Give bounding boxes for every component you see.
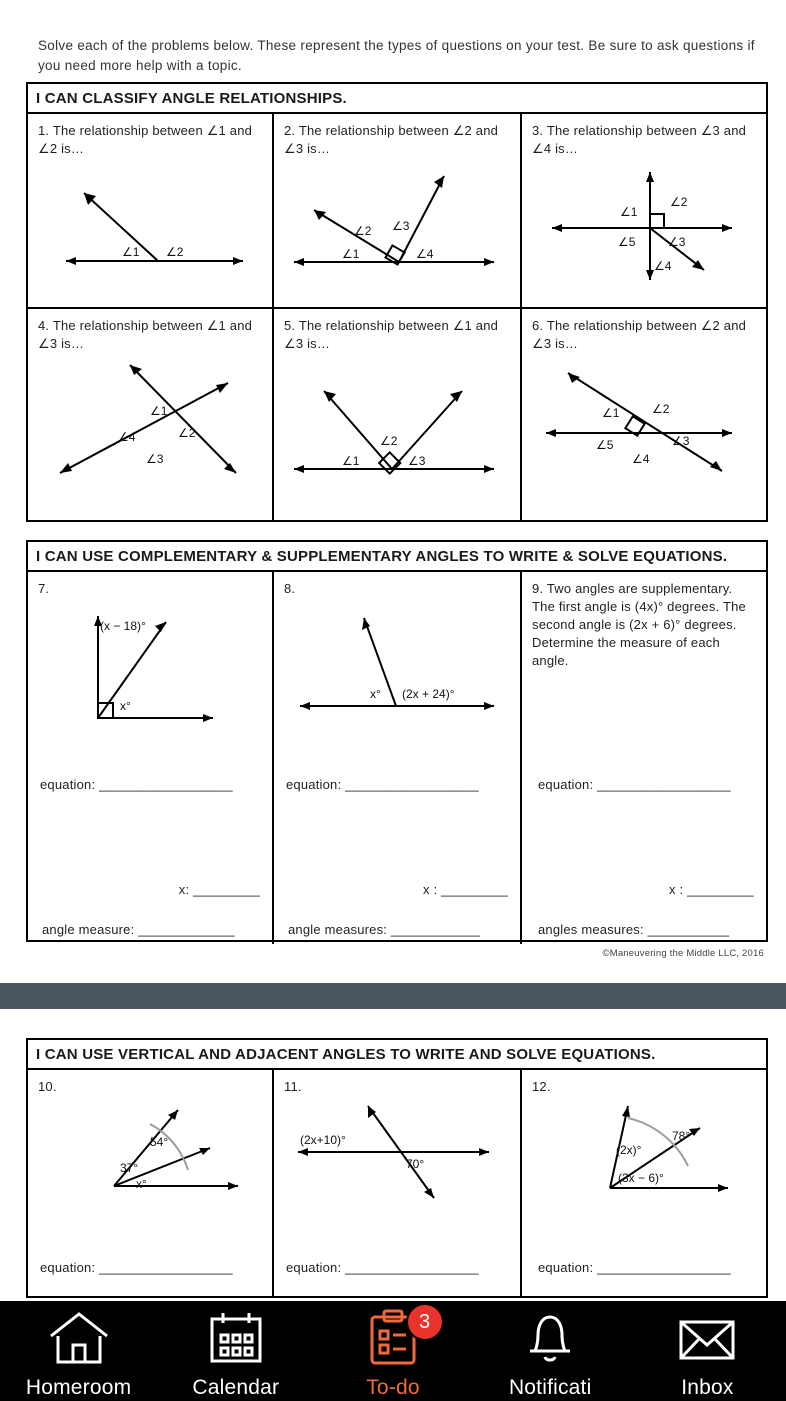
problem-10-figure	[38, 1096, 262, 1206]
problem-5-label-1: ∠2	[380, 434, 398, 448]
problem-11-label-0: (2x+10)°	[300, 1133, 346, 1147]
page-divider	[0, 983, 786, 1009]
problem-1-label-0: ∠1	[122, 245, 140, 259]
problem-5-label-2: ∠3	[408, 454, 426, 468]
section-1-row-2	[28, 309, 766, 522]
problem-3-label-1: ∠2	[670, 195, 688, 209]
problem-7-prompt-equation: equation: __________________	[40, 777, 233, 792]
nav-label-calendar: Calendar	[192, 1376, 280, 1399]
copyright-notice: ©Maneuvering the Middle LLC, 2016	[602, 948, 764, 959]
problem-5-text: 5. The relationship between ∠1 and ∠3 is…	[284, 318, 499, 351]
problem-10	[28, 1070, 274, 1298]
problem-1-label-1: ∠2	[166, 245, 184, 259]
problem-3-label-0: ∠1	[620, 205, 638, 219]
nav-item-notifications[interactable]	[472, 1309, 629, 1400]
problem-9-prompt-measures: angles measures: ___________	[538, 922, 730, 937]
problem-8-prompt-x: x : _________	[422, 882, 508, 897]
nav-label-inbox: Inbox	[681, 1376, 734, 1399]
problem-3	[522, 114, 766, 307]
problem-11-text: 11.	[284, 1079, 302, 1094]
problem-6-label-3: ∠4	[632, 452, 650, 466]
problem-12-text: 12.	[532, 1079, 551, 1094]
problem-8-prompt-measures: angle measures: ____________	[288, 922, 481, 937]
problem-12-label-1: 78°	[672, 1129, 691, 1143]
problem-7-prompt-x: x: _________	[178, 882, 260, 897]
section-2-heading: I CAN USE COMPLEMENTARY & SUPPLEMENTARY ANGLES TO WRITE & SOLVE EQUATIONS.	[28, 542, 766, 572]
problem-11-label-1: 70°	[406, 1157, 425, 1171]
nav-label-to-do: To-do	[366, 1376, 420, 1399]
problem-8-prompt-equation: equation: __________________	[286, 777, 479, 792]
problem-9	[522, 572, 766, 944]
section-3	[26, 1038, 768, 1298]
problem-7-text: 7.	[38, 581, 50, 596]
nav-label-homeroom: Homeroom	[25, 1376, 132, 1399]
section-3-row	[28, 1070, 766, 1298]
problem-5	[274, 309, 522, 522]
problem-2-label-2: ∠3	[392, 219, 410, 233]
problem-1	[28, 114, 274, 307]
problem-10-label-1: 37°	[120, 1161, 139, 1175]
problem-10-label-2: x°	[136, 1177, 147, 1191]
problem-1-text: 1. The relationship between ∠1 and ∠2 is…	[38, 123, 253, 156]
problem-8	[274, 572, 522, 944]
problem-7-label-0: (x − 18)°	[100, 619, 146, 633]
problem-11-prompt-equation: equation: __________________	[286, 1260, 479, 1275]
problem-9-prompt-equation: equation: __________________	[538, 777, 731, 792]
problem-2-label-3: ∠4	[416, 247, 434, 261]
nav-item-inbox[interactable]	[629, 1309, 786, 1400]
section-1	[26, 82, 768, 522]
problem-2	[274, 114, 522, 307]
bottom-navigation-bar	[0, 1301, 786, 1401]
problem-9-prompt-x: x : _________	[668, 882, 754, 897]
problem-11-figure	[284, 1096, 510, 1206]
problem-4-text: 4. The relationship between ∠1 and ∠3 is…	[38, 318, 253, 351]
bell-icon	[522, 1309, 578, 1372]
problem-10-text: 10.	[38, 1079, 57, 1094]
problem-7	[28, 572, 274, 944]
problem-7-prompt-measure: angle measure: _____________	[42, 922, 235, 937]
problem-3-label-2: ∠3	[668, 235, 686, 249]
problem-10-prompt-equation: equation: __________________	[40, 1260, 233, 1275]
problem-3-label-3: ∠4	[654, 259, 672, 273]
nav-item-homeroom[interactable]	[0, 1309, 157, 1400]
problem-6-label-2: ∠3	[672, 434, 690, 448]
problem-6-label-4: ∠5	[596, 438, 614, 452]
problem-3-label-4: ∠5	[618, 235, 636, 249]
problem-9-text: 9. Two angles are supplementary. The first angle is (4x)° degrees. The second angle is (2x + 6)° degrees. Determine the measure of each angle.	[532, 581, 746, 668]
problem-3-figure	[532, 158, 756, 288]
problem-6-text: 6. The relationship between ∠2 and ∠3 is…	[532, 318, 747, 351]
section-2	[26, 540, 768, 942]
problem-10-label-0: 54°	[150, 1135, 169, 1149]
problem-2-text: 2. The relationship between ∠2 and ∠3 is…	[284, 123, 499, 156]
section-1-row-1	[28, 114, 766, 309]
problem-6-label-1: ∠2	[652, 402, 670, 416]
problem-1-figure	[38, 158, 262, 288]
nav-item-to-do[interactable]	[314, 1309, 471, 1400]
to-do-badge-count: 3	[406, 1303, 444, 1341]
problem-4-label-2: ∠3	[146, 452, 164, 466]
calendar-icon	[207, 1309, 265, 1372]
problem-4-label-1: ∠2	[178, 426, 196, 440]
section-1-heading: I CAN CLASSIFY ANGLE RELATIONSHIPS.	[28, 84, 766, 114]
problem-12-figure	[532, 1096, 756, 1206]
nav-label-notifications: Notificati	[508, 1376, 592, 1399]
home-icon	[46, 1309, 112, 1372]
problem-12-label-0: (2x)°	[616, 1143, 642, 1157]
problem-6-figure	[532, 353, 756, 503]
problem-6-label-0: ∠1	[602, 406, 620, 420]
problem-6	[522, 309, 766, 522]
problem-4-figure	[38, 353, 262, 503]
problem-8-figure	[284, 598, 510, 738]
problem-4-label-0: ∠1	[150, 404, 168, 418]
problem-5-figure	[284, 353, 510, 503]
problem-12-label-2: (3x − 6)°	[618, 1171, 664, 1185]
problem-12	[522, 1070, 766, 1298]
problem-2-label-0: ∠1	[342, 247, 360, 261]
section-2-row	[28, 572, 766, 944]
problem-2-label-1: ∠2	[354, 224, 372, 238]
problem-4-label-3: ∠4	[118, 430, 136, 444]
nav-item-calendar[interactable]	[157, 1309, 314, 1400]
problem-7-figure	[38, 598, 262, 738]
problem-2-figure	[284, 158, 510, 288]
problem-7-label-1: x°	[120, 699, 131, 713]
problem-8-label-1: (2x + 24)°	[402, 687, 455, 701]
problem-5-label-0: ∠1	[342, 454, 360, 468]
section-3-heading: I CAN USE VERTICAL AND ADJACENT ANGLES TO WRITE AND SOLVE EQUATIONS.	[28, 1040, 766, 1070]
problem-8-text: 8.	[284, 581, 296, 596]
problem-8-label-0: x°	[370, 687, 381, 701]
problem-11	[274, 1070, 522, 1298]
problem-12-prompt-equation: equation: __________________	[538, 1260, 731, 1275]
instructions-text: Solve each of the problems below. These represent the types of questions on your test. Be sure to ask questions if you need more help with a topic.	[38, 38, 755, 73]
problem-3-text: 3. The relationship between ∠3 and ∠4 is…	[532, 123, 747, 156]
problem-4	[28, 309, 274, 522]
envelope-icon	[676, 1309, 738, 1372]
